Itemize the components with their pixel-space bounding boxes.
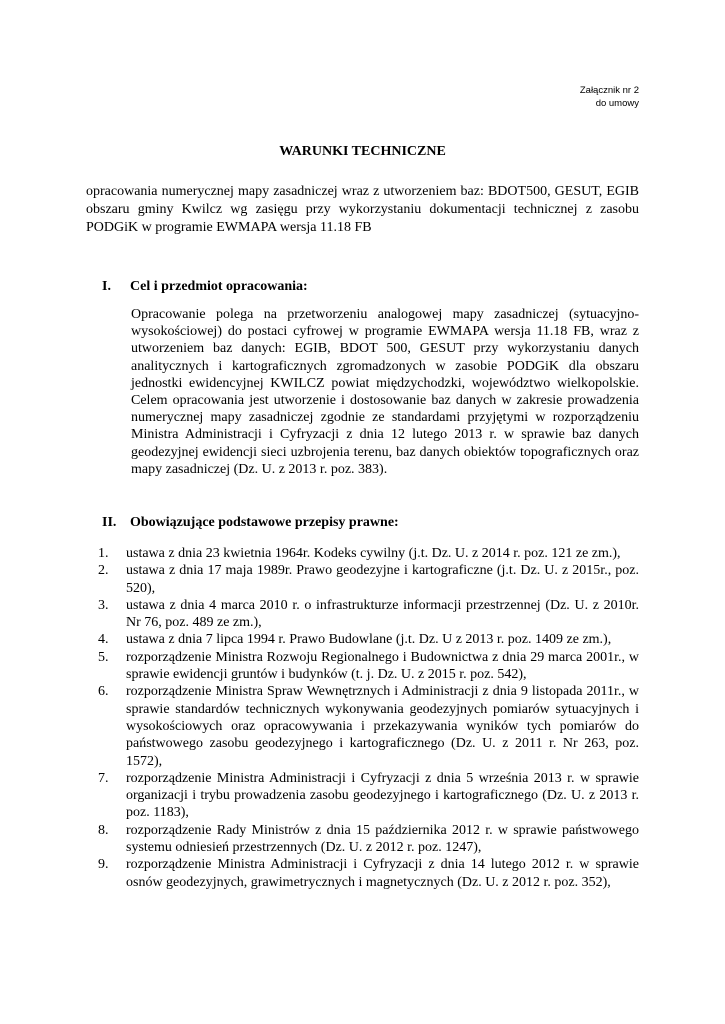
list-item — [98, 856, 639, 891]
section-1-heading — [102, 278, 308, 296]
list-item-text: rozporządzenie Ministra Rozwoju Regionalnego i Budownictwa z dnia 29 marca 2001r., w sprawie ewidencji gruntów i budynków (t. j. Dz. U. z 2015 r. poz. 542), — [126, 649, 639, 683]
intro-paragraph: opracowania numerycznej mapy zasadniczej wraz z utworzeniem baz: BDOT500, GESUT, EGIB obszaru gminy Kwilcz wg zasięgu przy wykorzystaniu dokumentacji technicznej z zasobu PODGiK w programie EWMAPA wersja 11.18 FB — [86, 184, 639, 235]
list-item — [98, 770, 639, 822]
section-2-title: Obowiązujące podstawowe przepisy prawne: — [130, 515, 399, 530]
section-1-title: Cel i przedmiot opracowania: — [130, 279, 308, 294]
list-item — [98, 822, 639, 857]
section-2-heading — [102, 514, 399, 532]
list-item-text: ustawa z dnia 23 kwietnia 1964r. Kodeks cywilny (j.t. Dz. U. z 2014 r. poz. 121 ze zm.), — [126, 546, 621, 561]
list-item-text: ustawa z dnia 17 maja 1989r. Prawo geodezyjne i kartograficzne (j.t. Dz. U. z 2015r., poz. 520), — [126, 563, 639, 596]
list-item-number: 4. — [98, 632, 109, 648]
section-2-number: II. — [102, 515, 117, 530]
list-item-number: 8. — [98, 822, 109, 838]
list-item-number: 6. — [98, 684, 109, 700]
attachment-line-1: Załącznik nr 2 — [579, 85, 639, 96]
list-item-text: rozporządzenie Rady Ministrów z dnia 15 października 2012 r. w sprawie państwowego systemu odniesień przestrzennych (Dz. U. z 2012 r. poz. 1247), — [126, 822, 639, 856]
section-1-number: I. — [102, 279, 111, 294]
list-item-number: 5. — [98, 649, 109, 665]
list-item-number: 2. — [98, 563, 109, 579]
list-item-text: ustawa z dnia 7 lipca 1994 r. Prawo Budowlane (j.t. Dz. U z 2013 r. poz. 1409 ze zm.), — [126, 632, 612, 648]
list-item-text: rozporządzenie Ministra Administracji i Cyfryzacji z dnia 5 września 2013 r. w sprawie organizacji i trybu prowadzenia zasobu geodezyjnego i kartograficznego (Dz. U. z 2013 r. poz. 1183), — [126, 770, 639, 821]
list-item — [98, 683, 639, 769]
section-1-body: Opracowanie polega na przetworzeniu analogowej mapy zasadniczej (sytuacyjno-wysokościowej) do postaci cyfrowej w programie EWMAPA wersja 11.18 FB, wraz z utworzeniem baz danych: EGIB, BDOT 500, GESUT przy wykorzystaniu danych analitycznych i kartograficznych zgromadzonych w zasobie PODGiK dla obszaru jednostki ewidencyjnej KWILCZ powiat międzychodzki, województwo wielkopolskie. Celem opracowania jest utworzenie i dostosowanie baz danych w zakresie prowadzenia numerycznej mapy zasadniczej zgodnie ze standardami przyjętymi w rozporządzeniu Ministra Administracji i Cyfryzacji z dnia 12 lutego 2013 r. w sprawie baz danych geodezyjnej ewidencji sieci uzbrojenia terenu, baz danych obiektów topograficznych oraz mapy zasadniczej (Dz. U. z 2013 r. poz. 383). — [131, 307, 639, 477]
attachment-note — [580, 84, 639, 110]
document-title: WARUNKI TECHNICZNE — [279, 144, 446, 159]
attachment-line-2: do umowy — [595, 98, 639, 109]
list-item-number: 1. — [98, 546, 109, 561]
list-item-text: ustawa z dnia 4 marca 2010 r. o infrastrukturze informacji przestrzennej (Dz. U. z 2010r. Nr 76, poz. 489 ze zm.), — [126, 597, 639, 631]
list-item — [98, 597, 639, 632]
list-item-number: 7. — [98, 770, 109, 786]
list-item-text: rozporządzenie Ministra Spraw Wewnętrznych i Administracji z dnia 9 listopada 2011r., w sprawie standardów technicznych wykonywania geodezyjnych pomiarów sytuacyjnych i wysokościowych oraz opracowywania i przekazywania wyników tych pomiarów do państwowego zasobu geodezyjnego i kartograficznego (Dz. U. z 2011 r. Nr 263, poz. 1572), — [126, 684, 639, 769]
list-item-number: 9. — [98, 857, 109, 873]
list-item-number: 3. — [98, 597, 109, 613]
list-item-text: rozporządzenie Ministra Administracji i Cyfryzacji z dnia 14 lutego 2012 r. w sprawie osnów geodezyjnych, grawimetrycznych i magnetycznych (Dz. U. z 2012 r. poz. 352), — [126, 857, 639, 890]
list-item — [98, 631, 639, 648]
list-item — [98, 545, 639, 562]
regulations-list — [98, 545, 639, 891]
list-item — [98, 562, 639, 597]
list-item — [98, 649, 639, 684]
